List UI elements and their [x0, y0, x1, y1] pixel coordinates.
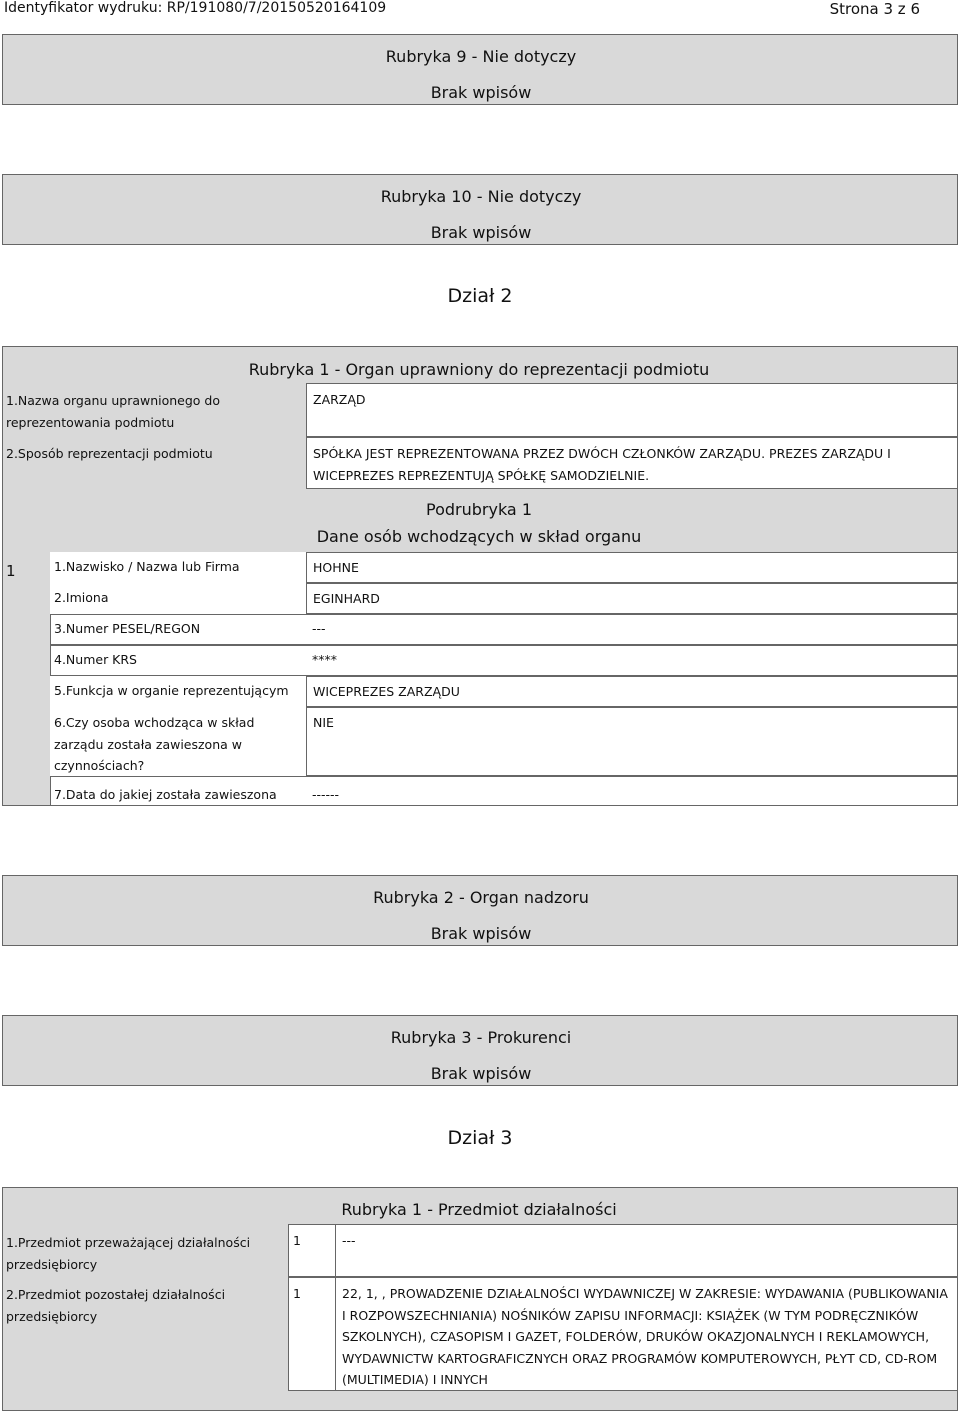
- dzial-2-title: Dział 2: [447, 285, 513, 307]
- suspended-value: NIE: [313, 715, 334, 730]
- suspended-value-cell: [306, 707, 958, 776]
- surname-value: HOHNE: [313, 560, 359, 575]
- krs-value: ****: [312, 652, 337, 667]
- pesel-value: ---: [312, 621, 326, 636]
- dzial-3-title: Dział 3: [447, 1127, 513, 1149]
- main-activity-value: ---: [342, 1233, 356, 1248]
- krs-row: [50, 645, 958, 676]
- other-activity-label: 2.Przedmiot pozostałej działalności przedsiębiorcy: [6, 1287, 226, 1324]
- first-names-value-cell: [306, 583, 958, 614]
- suspension-date-row: [50, 776, 958, 806]
- rubryka-9-box: [2, 34, 958, 105]
- main-activity-value-cell: [335, 1224, 958, 1277]
- organ-name-value-cell: [306, 383, 958, 437]
- krs-label: 4.Numer KRS: [54, 652, 137, 667]
- main-activity-label: 1.Przedmiot przeważającej działalności przedsiębiorcy: [6, 1235, 251, 1272]
- rubryka-2-box: [2, 875, 958, 946]
- surname-value-cell: [306, 552, 958, 583]
- podrubryka-subtitle: Dane osób wchodzących w skład organu: [316, 527, 642, 546]
- other-activity-value-cell: [335, 1277, 958, 1391]
- other-activity-index-cell: [288, 1277, 336, 1391]
- function-value: WICEPREZES ZARZĄDU: [313, 684, 460, 699]
- function-value-cell: [306, 676, 958, 707]
- representation-value: SPÓŁKA JEST REPREZENTOWANA PRZEZ DWÓCH CZŁONKÓW ZARZĄDU. PREZES ZARZĄDU I WICEPREZES REPREZENTUJĄ SPÓŁKĘ SAMODZIELNIE.: [313, 446, 891, 483]
- first-names-label: 2.Imiona: [54, 590, 109, 605]
- main-activity-index: 1: [293, 1233, 301, 1248]
- main-activity-index-cell: [288, 1224, 336, 1277]
- person-index: 1: [6, 562, 16, 580]
- first-names-value: EGINHARD: [313, 591, 380, 606]
- podrubryka-title: Podrubryka 1: [426, 500, 532, 519]
- surname-label: 1.Nazwisko / Nazwa lub Firma: [54, 559, 240, 574]
- rubryka-10-title: Rubryka 10 - Nie dotyczy: [380, 187, 582, 206]
- page-number: Strona 3 z 6: [829, 0, 920, 18]
- rubryka-3-box: [2, 1015, 958, 1086]
- rubryka-10-box: [2, 174, 958, 245]
- rubryka-2-title: Rubryka 2 - Organ nadzoru: [373, 888, 589, 907]
- suspension-date-value: ------: [312, 787, 340, 802]
- other-activity-index: 1: [293, 1286, 301, 1301]
- print-identifier: Identyfikator wydruku: RP/191080/7/20150520164109: [4, 0, 387, 16]
- rubryka-3-title: Rubryka 3 - Prokurenci: [390, 1028, 572, 1047]
- pesel-row: [50, 614, 958, 645]
- rubryka-2-content: Brak wpisów: [430, 924, 532, 943]
- rubryka-9-title: Rubryka 9 - Nie dotyczy: [385, 47, 577, 66]
- rubryka-10-content: Brak wpisów: [430, 223, 532, 242]
- rubryka-1-organ-title: Rubryka 1 - Organ uprawniony do reprezentacji podmiotu: [248, 360, 710, 379]
- rubryka-1-activity-title: Rubryka 1 - Przedmiot działalności: [341, 1200, 617, 1219]
- organ-name-value: ZARZĄD: [313, 392, 366, 407]
- other-activity-value: 22, 1, , PROWADZENIE DZIAŁALNOŚCI WYDAWNICZEJ W ZAKRESIE: WYDAWANIA (PUBLIKOWANIA I ROZPOWSZECHNIANIA) NOŚNIKÓW ZAPISU INFORMACJI: KSIĄŻEK (W TYM PODRĘCZNIKÓW SZKOLNYCH), CZASOPISM I GAZET, FOLDERÓW, DRUKÓW OKAZJONALNYCH I REKLAMOWYCH, WYDAWNICTW KARTOGRAFICZNYCH ORAZ PROGRAMÓW KOMPUTEROWYCH, PŁYT CD, CD-ROM (MULTIMEDIA) I INNYCH: [342, 1286, 948, 1387]
- suspended-label: 6.Czy osoba wchodząca w skład zarządu została zawieszona w czynnościach?: [54, 715, 255, 773]
- rubryka-3-content: Brak wpisów: [430, 1064, 532, 1083]
- representation-label: 2.Sposób reprezentacji podmiotu: [6, 446, 213, 461]
- pesel-label: 3.Numer PESEL/REGON: [54, 621, 201, 636]
- rubryka-9-content: Brak wpisów: [430, 83, 532, 102]
- suspension-date-label: 7.Data do jakiej została zawieszona: [54, 787, 277, 802]
- function-label: 5.Funkcja w organie reprezentującym: [54, 683, 289, 698]
- representation-value-cell: [306, 437, 958, 489]
- organ-name-label: 1.Nazwa organu uprawnionego do reprezentowania podmiotu: [6, 393, 221, 430]
